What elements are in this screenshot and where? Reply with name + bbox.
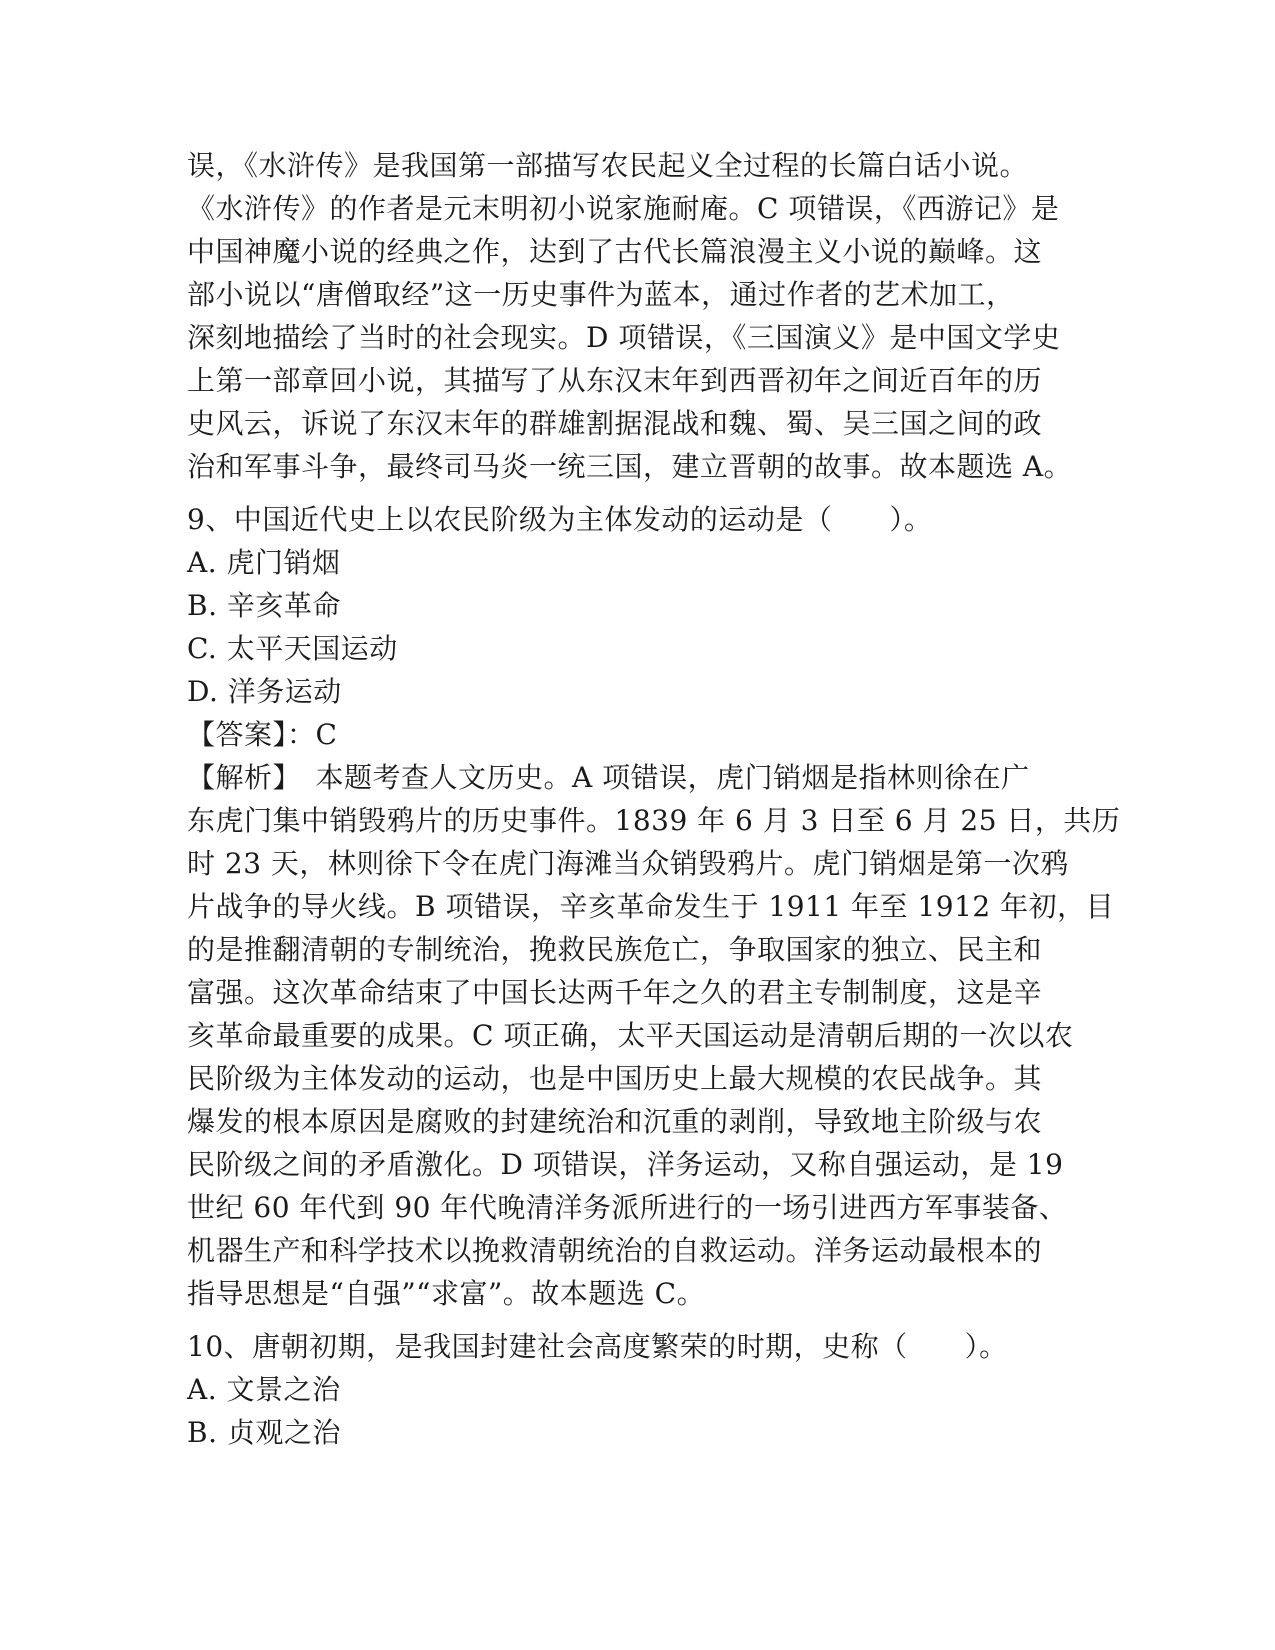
text-line: 【解析】 本题考查人文历史。A 项错误，虎门销烟是指林则徐在广 [187,761,1030,794]
answer-line: 【答案】：C [187,718,338,751]
question-text: 9、中国近代史上以农民阶级为主体发动的运动是（ ）。 [187,503,933,536]
text-line: 机器生产和科学技术以挽救清朝统治的自救运动。洋务运动最根本的 [187,1234,1043,1267]
text-line: 爆发的根本原因是腐败的封建统治和沉重的剥削，导致地主阶级与农 [187,1105,1043,1138]
question-9 [187,498,1121,1315]
spacer [187,1315,1087,1325]
option-b: B. 辛亥革命 [187,589,341,622]
text-line: 亥革命最重要的成果。C 项正确，太平天国运动是清朝后期的一次以农 [187,1019,1074,1052]
question-text: 10、唐朝初期，是我国封建社会高度繁荣的时期，史称（ ）。 [187,1330,1008,1363]
text-line: 民阶级之间的矛盾激化。D 项错误，洋务运动，又称自强运动，是 19 [187,1148,1064,1181]
option-b: B. 贞观之治 [187,1416,341,1449]
text-line: 时 23 天，林则徐下令在虎门海滩当众销毁鸦片。虎门销烟是第一次鸦 [187,847,1069,880]
option-a: A. 虎门销烟 [187,546,341,579]
text-line: 《水浒传》的作者是元末明初小说家施耐庵。C 项错误，《西游记》是 [187,192,1060,225]
text-line: 史风云，诉说了东汉末年的群雄割据混战和魏、蜀、吴三国之间的政 [187,407,1043,440]
option-a: A. 文景之治 [187,1373,341,1406]
text-line: 片战争的导火线。B 项错误，辛亥革命发生于 1911 年至 1912 年初，目 [187,890,1115,923]
option-d: D. 洋务运动 [187,675,342,708]
text-line: 误，《水浒传》是我国第一部描写农民起义全过程的长篇白话小说。 [187,149,1029,182]
text-line: 中国神魔小说的经典之作，达到了古代长篇浪漫主义小说的巅峰。这 [187,235,1043,268]
text-line: 指导思想是“自强”“求富”。故本题选 C。 [187,1277,706,1310]
text-line: 的是推翻清朝的专制统治，挽救民族危亡，争取国家的独立、民主和 [187,933,1043,966]
text-line: 深刻地描绘了当时的社会现实。D 项错误，《三国演义》是中国文学史 [187,321,1061,354]
text-line: 部小说以“唐僧取经”这一历史事件为蓝本，通过作者的艺术加工， [187,278,1015,311]
spacer [187,488,1087,498]
text-line: 民阶级为主体发动的运动，也是中国历史上最大规模的农民战争。其 [187,1062,1043,1095]
text-line: 世纪 60 年代到 90 年代晚清洋务派所进行的一场引进西方军事装备、 [187,1191,1068,1224]
option-c: C. 太平天国运动 [187,632,398,665]
text-line: 富强。这次革命结束了中国长达两千年之久的君主专制制度，这是辛 [187,976,1043,1009]
q8-explanation-tail [187,144,1087,488]
document-page [187,144,1121,1454]
text-line: 上第一部章回小说，其描写了从东汉末年到西晋初年之间近百年的历 [187,364,1043,397]
question-10 [187,1325,1087,1454]
text-line: 治和军事斗争，最终司马炎一统三国，建立晋朝的故事。故本题选 A。 [187,450,1073,483]
text-line: 东虎门集中销毁鸦片的历史事件。1839 年 6 月 3 日至 6 月 25 日，共历 [187,804,1121,837]
